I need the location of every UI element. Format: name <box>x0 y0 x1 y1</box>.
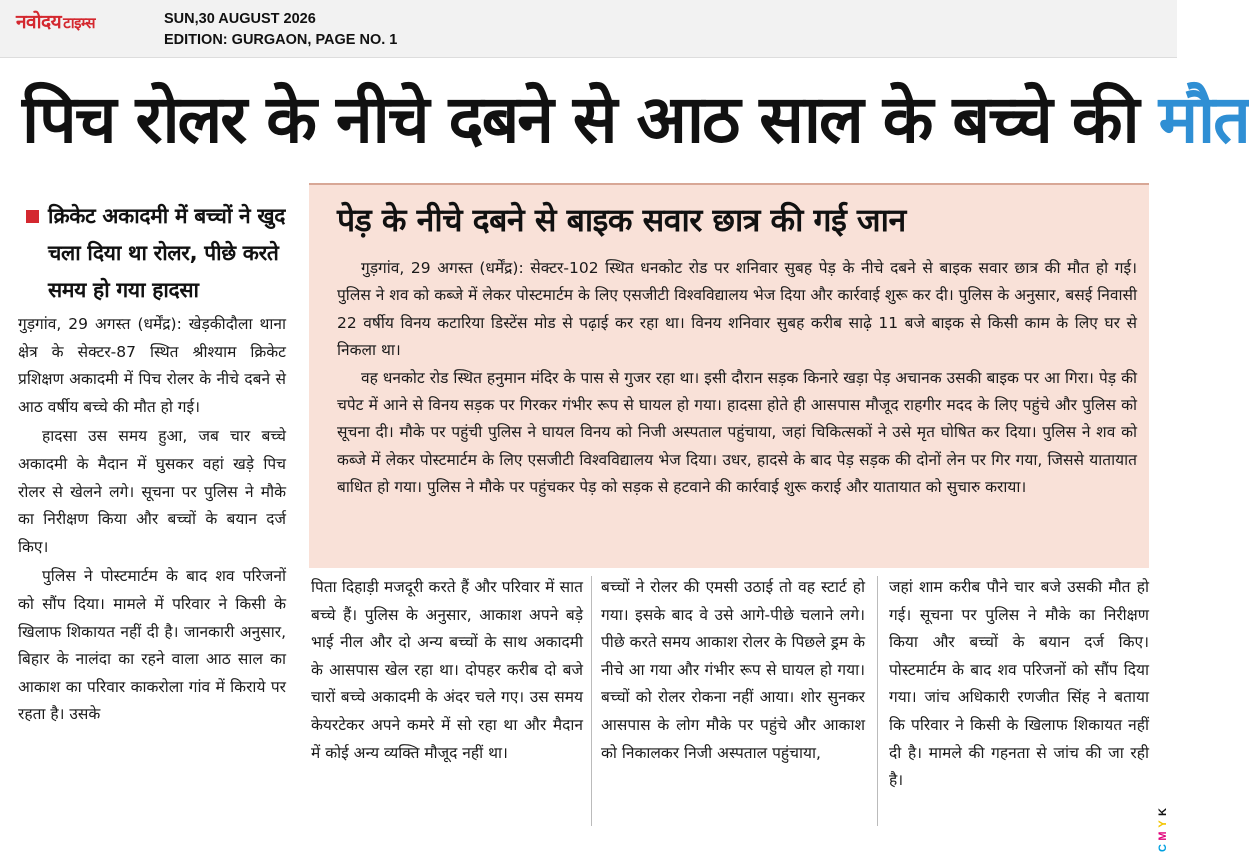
secondary-story-body <box>309 255 1149 502</box>
main-story-column-3 <box>601 574 865 824</box>
cmyk-m: M <box>1157 831 1169 841</box>
headline-accent: मौत <box>1158 81 1249 158</box>
cmyk-c: C <box>1157 844 1169 852</box>
square-bullet-icon <box>26 210 39 223</box>
edition-info <box>164 9 397 51</box>
logo-main: नवोदय <box>16 11 62 33</box>
column-divider <box>591 576 592 826</box>
headline-text: पिच रोलर के नीचे दबने से आठ साल के बच्चे की <box>22 81 1159 158</box>
secondary-story-title: पेड़ के नीचे दबने से बाइक सवार छात्र की गई जान <box>337 201 906 239</box>
story-paragraph: पिता दिहाड़ी मजदूरी करते हैं और परिवार में सात बच्चे हैं। पुलिस के अनुसार, आकाश अपने बड़े भाई नील और दो अन्य बच्चों के साथ अकादमी के आसपास खेल रहा था। दोपहर करीब दो बजे चारों बच्चे अकादमी के अंदर चले गए। उस समय केयरटेकर अपने कमरे में सो रहा था और मैदान में कोई अन्य व्यक्ति मौजूद नहीं था। <box>311 578 583 762</box>
deck-text: क्रिकेट अकादमी में बच्चों ने खुद चला दिया था रोलर, पीछे करते समय हो गया हादसा <box>48 204 286 302</box>
cmyk-k: K <box>1157 808 1169 816</box>
edition-page: EDITION: GURGAON, PAGE NO. 1 <box>164 32 398 48</box>
story-deck <box>18 198 286 309</box>
story-paragraph: वह धनकोट रोड स्थित हनुमान मंदिर के पास से गुजर रहा था। इसी दौरान सड़क किनारे खड़ा पेड़ अचानक उसकी बाइक पर आ गिरा। पेड़ की चपेट में आने से विनय सड़क पर गिरकर गंभीर रूप से घायल हो गया। हादसा होते ही आसपास मौजूद राहगीर मदद के लिए पहुंचे और पुलिस को सूचना दी। मौके पर पहुंची पुलिस ने घायल विनय को निजी अस्पताल पहुंचाया, जहां चिकित्सकों ने उसे मृत घोषित कर दिया। पुलिस ने शव को कब्जे में लेकर पोस्टमार्टम के लिए एसजीटी विश्वविद्यालय भेज दिया। उधर, हादसे के बाद पेड़ सड़क की दोनों लेन पर गिर गया, जिससे यातायात बाधित हो गया। पुलिस ने मौके पर पहुंचकर पेड़ को सड़क से हटवाने की कार्रवाई शुरू कराई और यातायात को सुचारु कराया। <box>337 368 1137 497</box>
newspaper-logo[interactable] <box>16 8 95 34</box>
main-story-left-column <box>18 198 286 828</box>
main-story-column-2 <box>311 574 583 824</box>
main-headline <box>22 70 1249 176</box>
cmyk-print-mark <box>1156 806 1170 856</box>
story-paragraph: जहां शाम करीब पौने चार बजे उसकी मौत हो गई। सूचना पर पुलिस ने मौके का निरीक्षण किया और बच्चों के बयान दर्ज किए। पोस्टमार्टम के बाद शव परिजनों को सौंप दिया गया। जांच अधिकारी रणजीत सिंह ने बताया कि परिवार ने किसी के खिलाफ शिकायत नहीं दी है। मामले की गहनता से जांच की जा रही है। <box>889 578 1149 790</box>
logo-sub: टाइम्स <box>63 14 95 32</box>
column-divider <box>877 576 878 826</box>
story-paragraph: गुड़गांव, 29 अगस्त (धर्मेंद्र): सेक्टर-102 स्थित धनकोट रोड पर शनिवार सुबह पेड़ के नीचे दबने से बाइक सवार छात्र की मौत हो गई। पुलिस ने शव को कब्जे में लेकर पोस्टमार्टम के लिए एसजीटी विश्वविद्यालय भेज दिया और कार्रवाई शुरू कर दी। पुलिस के अनुसार, बसई निवासी 22 वर्षीय विनय कटारिया डिस्टेंस मोड से पढ़ाई कर रहा था। विनय शनिवार सुबह करीब साढ़े 11 बजे बाइक से किसी काम के लिए घर से निकला था। <box>337 259 1137 360</box>
masthead-bar <box>0 0 1177 58</box>
main-story-column-4 <box>889 574 1149 824</box>
story-paragraph: बच्चों ने रोलर की एमसी उठाई तो वह स्टार्ट हो गया। इसके बाद वे उसे आगे-पीछे चलाने लगे। पीछे करते समय आकाश रोलर के पिछले ड्रम के नीचे आ गया और गंभीर रूप से घायल हो गया। बच्चों को रोलर रोकना नहीं आया। शोर सुनकर आसपास के लोग मौके पर पहुंचे और आकाश को निकालकर निजी अस्पताल पहुंचाया, <box>601 578 865 762</box>
story-paragraph: पुलिस ने पोस्टमार्टम के बाद शव परिजनों को सौंप दिया। मामले में परिवार ने किसी के खिलाफ शिकायत नहीं दी है। जानकारी अनुसार, बिहार के नालंदा का रहने वाला आठ साल का आकाश का परिवार काकरोला गांव में किराये पर रहता है। उसके <box>18 567 286 724</box>
issue-date: SUN,30 AUGUST 2026 <box>164 11 316 27</box>
story-paragraph: हादसा उस समय हुआ, जब चार बच्चे अकादमी के मैदान में घुसकर वहां खड़े पिच रोलर से खेलने लगे। सूचना पर पुलिस ने मौके का निरीक्षण किया और बच्चों के बयान दर्ज किए। <box>18 427 286 556</box>
cmyk-y: Y <box>1157 820 1169 828</box>
story-paragraph: गुड़गांव, 29 अगस्त (धर्मेंद्र): खेड़कीदौला थाना क्षेत्र के सेक्टर-87 स्थित श्रीश्याम क्रिकेट प्रशिक्षण अकादमी में पिच रोलर के नीचे दबने से आठ वर्षीय बच्चे की मौत हो गई। <box>18 315 286 416</box>
secondary-story-box <box>309 183 1149 568</box>
